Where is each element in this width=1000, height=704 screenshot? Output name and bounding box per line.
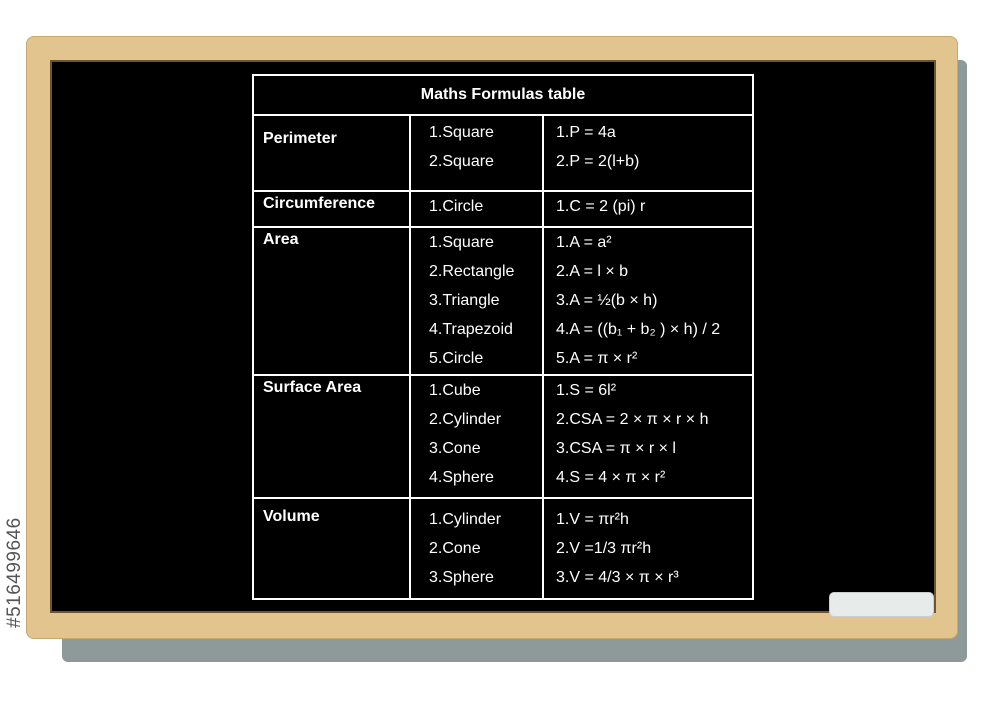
formula-item: 2.P = 2(l+b) xyxy=(556,153,640,170)
category-cell: Area xyxy=(253,227,410,375)
shape-item: 4.Sphere xyxy=(429,469,494,486)
shape-item: 3.Triangle xyxy=(429,292,500,309)
table-row xyxy=(253,498,753,599)
shape-item: 2.Square xyxy=(429,153,494,170)
shape-item: 4.Trapezoid xyxy=(429,321,513,338)
formula-item: 1.C = 2 (pi) r xyxy=(556,198,646,215)
table-row xyxy=(253,375,753,498)
shape-item: 2.Cylinder xyxy=(429,411,502,428)
formula-item: 2.V =1/3 πr²h xyxy=(556,540,652,557)
shape-item: 1.Cube xyxy=(429,382,481,399)
formulas-cell xyxy=(543,191,753,227)
shapes-cell xyxy=(410,227,543,375)
formula-item: 1.P = 4a xyxy=(556,124,616,141)
formulas-cell xyxy=(543,227,753,375)
formulas-cell xyxy=(543,375,753,498)
formula-item: 1.S = 6l² xyxy=(556,382,617,399)
formulas-table xyxy=(252,74,754,600)
shape-item: 1.Circle xyxy=(429,198,484,215)
shape-item: 1.Cylinder xyxy=(429,511,502,528)
shape-item: 1.Square xyxy=(429,124,494,141)
formula-item: 2.A = l × b xyxy=(556,263,629,280)
chalk-eraser xyxy=(829,592,934,617)
shape-item: 2.Cone xyxy=(429,540,481,557)
category-cell: Volume xyxy=(253,498,410,599)
side-caption: #516499646 xyxy=(4,517,25,628)
table-row xyxy=(253,191,753,227)
formula-item: 1.V = πr²h xyxy=(556,511,629,528)
formula-item: 1.A = a² xyxy=(556,234,612,251)
table-title: Maths Formulas table xyxy=(253,75,753,115)
formula-item: 3.A = ½(b × h) xyxy=(556,292,658,309)
shape-item: 5.Circle xyxy=(429,350,484,367)
shape-item: 3.Sphere xyxy=(429,569,494,586)
formula-item: 2.CSA = 2 × π × r × h xyxy=(556,411,709,428)
shape-item: 3.Cone xyxy=(429,440,481,457)
shapes-cell xyxy=(410,191,543,227)
formula-item: 4.A = ((b₁ + b₂ ) × h) / 2 xyxy=(556,321,721,338)
category-cell: Surface Area xyxy=(253,375,410,498)
formula-item: 5.A = π × r² xyxy=(556,350,638,367)
shapes-cell xyxy=(410,115,543,191)
table-row xyxy=(253,227,753,375)
table-header-row xyxy=(253,75,753,115)
formula-item: 3.CSA = π × r × l xyxy=(556,440,676,457)
shapes-cell xyxy=(410,498,543,599)
table-row xyxy=(253,115,753,191)
shape-item: 1.Square xyxy=(429,234,494,251)
formula-item: 4.S = 4 × π × r² xyxy=(556,469,666,486)
shape-item: 2.Rectangle xyxy=(429,263,515,280)
formulas-cell xyxy=(543,498,753,599)
formula-item: 3.V = 4/3 × π × r³ xyxy=(556,569,679,586)
category-cell: Perimeter xyxy=(253,115,410,191)
formulas-cell xyxy=(543,115,753,191)
shapes-cell xyxy=(410,375,543,498)
category-cell: Circumference xyxy=(253,191,410,227)
